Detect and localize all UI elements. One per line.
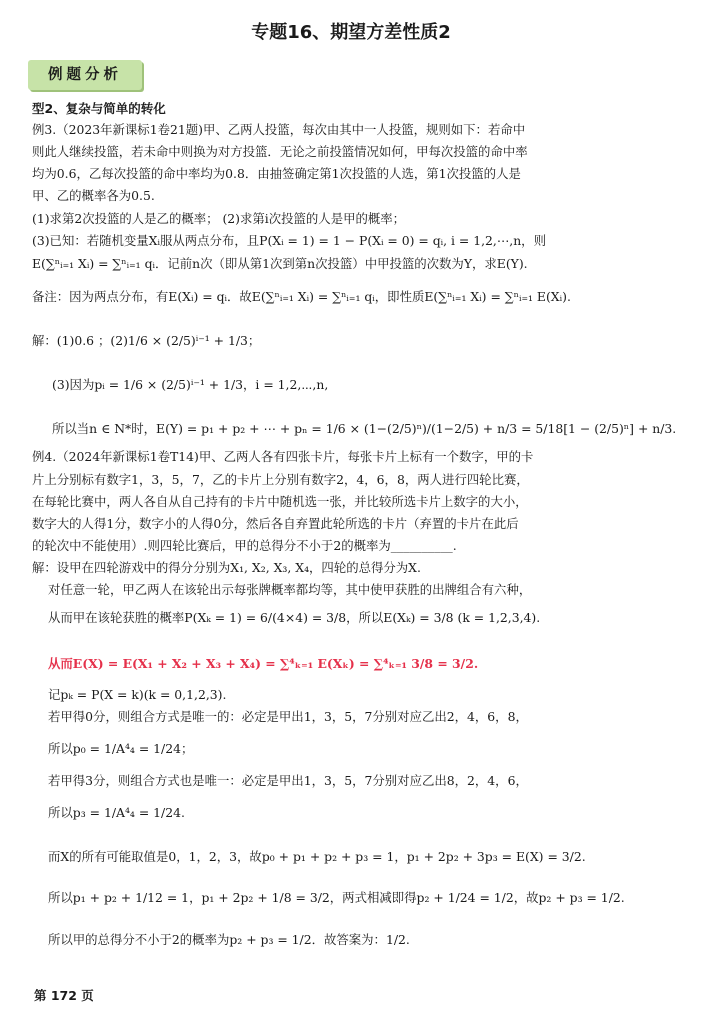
section-heading: 型2、复杂与简单的转化 bbox=[32, 101, 166, 116]
ex3-question-3: (3)已知：若随机变量Xᵢ服从两点分布，且P(Xᵢ = 1) = 1 − P(Xᵢ = 0) = qᵢ, i = 1,2,⋯,n，则 bbox=[32, 233, 546, 248]
ex4-line-1: 例4.（2024年新课标1卷T14)甲、乙两人各有四张卡片，每张卡片上标有一个数字，甲的卡 bbox=[32, 449, 534, 464]
ex3-line-3: 均为0.6，乙每次投篮的命中率均为0.8．由抽签确定第1次投篮的人选，第1次投篮的人是 bbox=[32, 166, 521, 181]
ex4-line-2: 片上分别标有数字1，3，5，7，乙的卡片上分别有数字2，4，6，8，两人进行四轮比赛， bbox=[32, 472, 529, 487]
ex3-solution-1-2: 解：(1)0.6 ；(2)1/6 × (2/5)ⁱ⁻¹ + 1/3； bbox=[32, 333, 261, 348]
ex4-solution-intro: 解：设甲在四轮游戏中的得分分别为X₁, X₂, X₃, X₄，四轮的总得分为X. bbox=[32, 560, 421, 575]
section-badge: 例题分析 bbox=[28, 60, 142, 90]
ex4-values: 而X的所有可能取值是0，1，2，3，故p₀ + p₁ + p₂ + p₃ = 1，p₁ + 2p₂ + 3p₃ = E(X) = 3/2. bbox=[48, 849, 586, 864]
ex4-expectation-highlight: 从而E(X) = E(X₁ + X₂ + X₃ + X₄) = ∑⁴ₖ₌₁ E(Xₖ) = ∑⁴ₖ₌₁ 3/8 = 3/2. bbox=[48, 656, 479, 671]
ex4-define-pk: 记pₖ = P(X = k)(k = 0,1,2,3). bbox=[48, 687, 227, 702]
ex3-question-3-cont: E(∑ⁿᵢ₌₁ Xᵢ) = ∑ⁿᵢ₌₁ qᵢ．记前n次（即从第1次到第n次投篮）中甲投篮的次数为Y，求E(Y). bbox=[32, 256, 528, 271]
ex4-p0: 所以p₀ = 1/A⁴₄ = 1/24； bbox=[48, 741, 194, 756]
ex3-line-4: 甲、乙的概率各为0.5. bbox=[32, 188, 155, 203]
page-number: 第 172 页 bbox=[34, 988, 94, 1003]
ex4-answer: 所以甲的总得分不小于2的概率为p₂ + p₃ = 1/2．故答案为：1/2. bbox=[48, 932, 410, 947]
ex3-line-1: 例3.（2023年新课标1卷21题)甲、乙两人投篮，每次由其中一人投篮，规则如下：若命中 bbox=[32, 122, 526, 137]
ex4-line-4: 数字大的人得1分，数字小的人得0分，然后各自弃置此轮所选的卡片（弃置的卡片在此后 bbox=[32, 516, 519, 531]
ex3-remark: 备注：因为两点分布，有E(Xᵢ) = qᵢ．故E(∑ⁿᵢ₌₁ Xᵢ) = ∑ⁿᵢ₌₁ qᵢ，即性质E(∑ⁿᵢ₌₁ Xᵢ) = ∑ⁿᵢ₌₁ E(Xᵢ). bbox=[32, 289, 571, 304]
ex3-solution-3-result: 所以当n ∈ N*时，E(Y) = p₁ + p₂ + ⋯ + pₙ = 1/6 × (1−(2/5)ⁿ)/(1−2/5) + n/3 = 5/18[1 − (2/5)ⁿ] + n/3. bbox=[52, 421, 677, 436]
page-title: 专题16、期望方差性质2 bbox=[251, 22, 451, 43]
ex3-solution-3: (3)因为pᵢ = 1/6 × (2/5)ⁱ⁻¹ + 1/3，i = 1,2,⋯,n, bbox=[52, 377, 329, 392]
ex4-line-3: 在每轮比赛中，两人各自从自己持有的卡片中随机选一张，并比较所选卡片上数字的大小， bbox=[32, 494, 528, 509]
ex4-line-5: 的轮次中不能使用）.则四轮比赛后，甲的总得分不小于2的概率为__________. bbox=[32, 538, 457, 553]
ex3-line-2: 则此人继续投篮，若未命中则换为对方投篮．无论之前投篮情况如何，甲每次投篮的命中率 bbox=[32, 144, 528, 159]
ex4-case-0: 若甲得0分，则组合方式是唯一的：必定是甲出1，3，5，7分别对应乙出2，4，6，8， bbox=[48, 709, 528, 724]
ex4-solution-step-2: 从而甲在该轮获胜的概率P(Xₖ = 1) = 6/(4×4) = 3/8，所以E(Xₖ) = 3/8 (k = 1,2,3,4). bbox=[48, 610, 541, 625]
ex4-equations: 所以p₁ + p₂ + 1/12 = 1，p₁ + 2p₂ + 1/8 = 3/2，两式相减即得p₂ + 1/24 = 1/2，故p₂ + p₃ = 1/2. bbox=[48, 890, 625, 905]
ex4-case-3: 若甲得3分，则组合方式也是唯一：必定是甲出1，3，5，7分别对应乙出8，2，4，6， bbox=[48, 773, 528, 788]
ex4-solution-step-1: 对任意一轮，甲乙两人在该轮出示每张牌概率都均等，其中使甲获胜的出牌组合有六种， bbox=[48, 582, 532, 597]
ex3-question-1-2: (1)求第2次投篮的人是乙的概率； (2)求第i次投篮的人是甲的概率； bbox=[32, 211, 406, 226]
ex4-p3: 所以p₃ = 1/A⁴₄ = 1/24. bbox=[48, 805, 185, 820]
